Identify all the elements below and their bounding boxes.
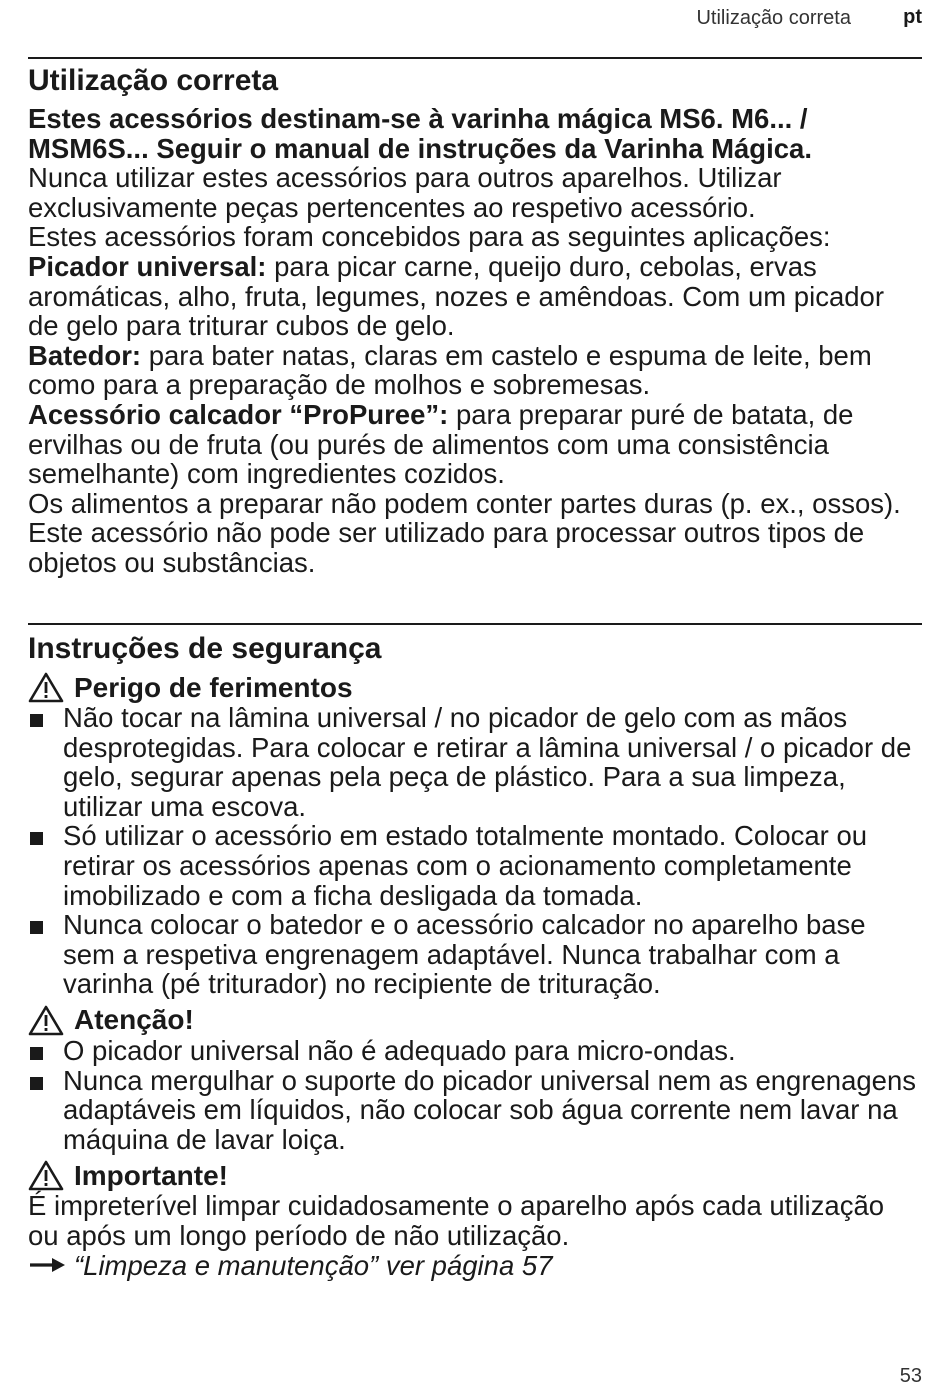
paragraph-masher bbox=[28, 400, 922, 489]
bullet-square-icon bbox=[30, 1077, 43, 1090]
list-item: Só utilizar o acessório em estado totalmente montado. Colocar ou retirar os acessórios apenas com o acionamento completamente imobilizado e com a ficha desligada da tomada. bbox=[28, 821, 922, 910]
warning-title-important: Importante! bbox=[74, 1159, 228, 1191]
bullet-square-icon bbox=[30, 714, 43, 727]
label-universal-chopper: Picador universal: bbox=[28, 250, 267, 282]
section-divider bbox=[28, 623, 922, 625]
list-item: Nunca mergulhar o suporte do picador universal nem as engrenagens adaptáveis em líquidos, não colocar sob água corrente nem lavar na máquina de lavar loiça. bbox=[28, 1066, 922, 1155]
warning-heading-injury bbox=[28, 672, 922, 703]
warning-title-attention: Atenção! bbox=[74, 1004, 194, 1036]
cross-reference-link[interactable] bbox=[28, 1251, 922, 1281]
paragraph-restrictions: Os alimentos a preparar não podem conter partes duras (p. ex., ossos). Este acessório não pode ser utilizado para processar outros tipos de objetos ou substâncias. bbox=[28, 487, 901, 578]
warning-heading-important bbox=[28, 1160, 922, 1191]
bullet-square-icon bbox=[30, 921, 43, 934]
attention-warning-list bbox=[28, 1036, 922, 1154]
section-title-intended-use: Utilização correta bbox=[28, 64, 279, 97]
cross-reference-text: “Limpeza e manutenção” ver página 57 bbox=[74, 1249, 553, 1281]
paragraph-universal-chopper bbox=[28, 252, 922, 341]
label-whisk: Batedor: bbox=[28, 339, 142, 371]
warning-triangle-icon bbox=[28, 1005, 64, 1036]
warning-heading-attention bbox=[28, 1005, 922, 1036]
header-language-code: pt bbox=[903, 6, 922, 28]
list-item: O picador universal não é adequado para micro-ondas. bbox=[28, 1036, 922, 1066]
arrow-right-icon bbox=[28, 1257, 66, 1273]
paragraph-other-devices: Nunca utilizar estes acessórios para outros aparelhos. Utilizar exclusivamente peças pertencentes ao respetivo acessório. bbox=[28, 162, 782, 223]
section-divider bbox=[28, 57, 922, 59]
warning-title-injury: Perigo de ferimentos bbox=[74, 671, 353, 703]
page-number: 53 bbox=[899, 1365, 922, 1387]
text-universal-chopper: para picar carne, queijo duro, cebolas, ervas aromáticas, alho, fruta, legumes, nozes e amêndoas. Com um picador de gelo para triturar cubos de gelo. bbox=[28, 250, 884, 342]
warning-triangle-icon bbox=[28, 1160, 64, 1191]
intro-paragraph: Estes acessórios destinam-se à varinha mágica MS6. M6... / MSM6S... Seguir o manual de instruções da Varinha Mágica. bbox=[28, 103, 812, 164]
list-item: Não tocar na lâmina universal / no picador de gelo com as mãos desprotegidas. Para colocar e retirar a lâmina universal / o picador de gelo, segurar apenas pela peça de plástico. Para a sua limpeza, utilizar uma escova. bbox=[28, 703, 922, 821]
list-item: Nunca colocar o batedor e o acessório calcador no aparelho base sem a respetiva engrenagem adaptável. Nunca trabalhar com a varinha (pé triturador) no recipiente de trituração. bbox=[28, 910, 922, 999]
header-section-title: Utilização correta bbox=[696, 7, 851, 29]
section-title-safety: Instruções de segurança bbox=[28, 632, 382, 665]
warning-triangle-icon bbox=[28, 672, 64, 703]
important-text: É impreterível limpar cuidadosamente o aparelho após cada utilização ou após um longo período de não utilização. bbox=[28, 1190, 885, 1251]
text-whisk: para bater natas, claras em castelo e espuma de leite, bem como para a preparação de molhos e sobremesas. bbox=[28, 339, 872, 401]
bullet-square-icon bbox=[30, 1047, 43, 1060]
injury-warning-list bbox=[28, 703, 922, 999]
paragraph-applications: Estes acessórios foram concebidos para as seguintes aplicações: bbox=[28, 221, 831, 253]
label-masher: Acessório calcador “ProPuree”: bbox=[28, 398, 449, 430]
paragraph-whisk bbox=[28, 341, 922, 400]
bullet-square-icon bbox=[30, 832, 43, 845]
safety-section bbox=[28, 632, 922, 1280]
text-masher: para preparar puré de batata, de ervilhas ou de fruta (ou purés de alimentos com uma consistência semelhante) com ingredientes cozidos. bbox=[28, 398, 854, 490]
intended-use-section bbox=[28, 64, 922, 578]
